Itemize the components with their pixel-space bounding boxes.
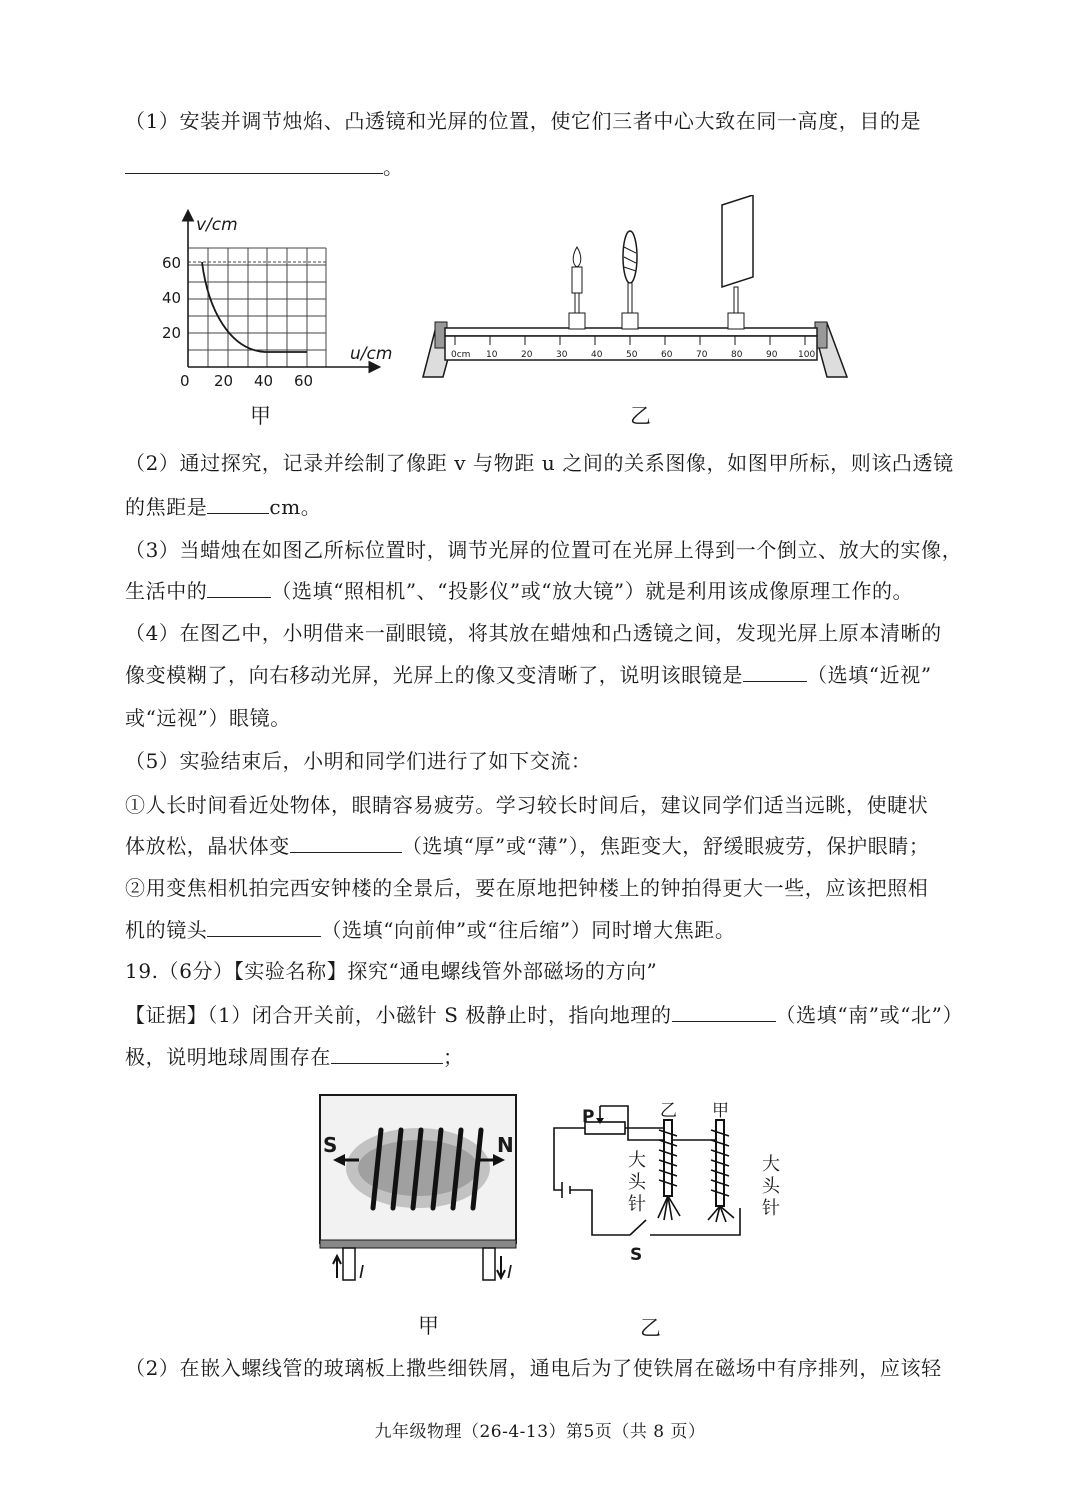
q19-evidence-text-d: ；	[443, 1045, 464, 1069]
pole-label-n: N	[497, 1133, 514, 1157]
answer-blank-2[interactable]	[207, 495, 269, 514]
q18-comment1-line-b	[125, 833, 930, 859]
pole-label-s: S	[323, 1133, 338, 1157]
figure-caption-yi-2: 乙	[640, 1316, 661, 1340]
magnet-label-jia: 甲	[712, 1101, 729, 1121]
y-tick-60: 60	[162, 254, 182, 272]
q18-comment1-line-a	[125, 792, 928, 818]
q18-part3-text-c: （选填“照相机”、“投影仪”或“放大镜”）就是利用该成像原理工作的。	[271, 579, 914, 603]
switch-label-s: S	[630, 1245, 643, 1265]
ruler-tick-100: 100	[798, 350, 816, 360]
v-u-curve	[202, 262, 307, 352]
answer-blank-7[interactable]	[672, 1003, 776, 1022]
candle	[569, 247, 585, 329]
ruler-tick-40: 40	[591, 350, 603, 360]
x-tick-20: 20	[214, 372, 234, 390]
q19-title-line	[125, 958, 657, 984]
q19-part2-line	[125, 1355, 942, 1381]
y-tick-20: 20	[162, 324, 182, 342]
electromagnet-circuit	[540, 1100, 800, 1275]
x-tick-40: 40	[254, 372, 274, 390]
q18-part3-line-b	[125, 578, 913, 604]
q18-part2-line-b	[125, 494, 321, 520]
pin-label-right-1: 大	[762, 1154, 780, 1175]
current-label-in: I	[359, 1262, 365, 1283]
q18-part4-line-c	[125, 705, 291, 731]
figure-caption-jia-2: 甲	[418, 1314, 439, 1338]
q18-part4-text-c: （选填“近视”	[807, 663, 932, 687]
x-axis-label: u/cm	[350, 344, 393, 364]
answer-blank-8[interactable]	[331, 1045, 443, 1064]
answer-blank-3[interactable]	[207, 579, 271, 598]
q18-part5-text: （5）实验结束后，小明和同学们进行了如下交流：	[125, 749, 592, 773]
q18-part2-line-a	[125, 450, 954, 476]
answer-blank-4[interactable]	[743, 663, 807, 682]
q19-evidence-line-b	[125, 1044, 464, 1070]
q18-part4-text-b: 像变模糊了，向右移动光屏，光屏上的像又变清晰了，说明该眼镜是	[125, 663, 743, 687]
q18-part4-line-b	[125, 662, 932, 688]
ruler-tick-0: 0cm	[451, 350, 471, 360]
pin-label-left-2: 头	[628, 1172, 646, 1193]
q19-title: 19.（6分）【实验名称】探究“通电螺线管外部磁场的方向”	[125, 959, 658, 983]
ruler-tick-20: 20	[521, 350, 533, 360]
y-axis-label: v/cm	[196, 215, 238, 235]
q18-part3-text-a: （3）当蜡烛在如图乙所标位置时，调节光屏的位置可在光屏上得到一个倒立、放大的实像，	[125, 538, 963, 562]
magnet-label-yi: 乙	[660, 1101, 677, 1121]
solenoid-board	[315, 1090, 525, 1290]
answer-blank-1[interactable]	[125, 155, 383, 174]
convex-lens	[622, 231, 638, 329]
q18-comment1-text-b: 体放松，晶状体变	[125, 834, 290, 858]
q18-comment1-text-c: （选填“厚”或“薄”），焦距变大，舒缓眼疲劳，保护眼睛；	[401, 834, 930, 858]
current-label-out: I	[507, 1262, 513, 1283]
q18-part1-text: （1）安装并调节烛焰、凸透镜和光屏的位置，使它们三者中心大致在同一高度，目的是	[125, 109, 922, 133]
q18-comment1-text-a: ①人长时间看近处物体，眼睛容易疲劳。学习较长时间后，建议同学们适当远眺，使睫状	[125, 793, 929, 817]
figure-caption-yi-1: 乙	[630, 404, 651, 428]
q18-part3-text-b: 生活中的	[125, 579, 208, 603]
q18-comment2-text-b: 机的镜头	[125, 918, 208, 942]
rheostat-label-p: P	[582, 1107, 595, 1127]
q19-evidence-line-a	[125, 1002, 963, 1028]
light-screen	[722, 195, 753, 329]
q18-part4-text-a: （4）在图乙中，小明借来一副眼镜，将其放在蜡烛和凸透镜之间，发现光屏上原本清晰的	[125, 621, 942, 645]
q18-comment2-line-b	[125, 917, 736, 943]
pin-label-right-3: 针	[762, 1198, 780, 1219]
ruler-tick-90: 90	[766, 350, 778, 360]
ruler-tick-60: 60	[661, 350, 673, 360]
q19-evidence-text-c: 极，说明地球周围存在	[125, 1045, 331, 1069]
ruler-tick-30: 30	[556, 350, 568, 360]
q18-comment2-line-a	[125, 875, 928, 901]
answer-blank-5[interactable]	[290, 834, 402, 853]
q18-comment2-text-c: （选填“向前伸”或“往后缩”）同时增大焦距。	[321, 918, 736, 942]
q18-part4-text-d: 或“远视”）眼镜。	[125, 706, 291, 730]
pin-label-left-3: 针	[628, 1194, 646, 1215]
q18-part4-line-a	[125, 620, 942, 646]
ruler-tick-70: 70	[696, 350, 708, 360]
q18-part1-line	[125, 108, 921, 134]
q18-part5-line	[125, 748, 592, 774]
pin-label-left-1: 大	[628, 1150, 646, 1171]
q19-evidence-text-b: （选填“南”或“北”）	[775, 1003, 964, 1027]
ruler-tick-50: 50	[626, 350, 638, 360]
graph-v-u	[150, 200, 400, 395]
x-tick-0: 0	[180, 372, 190, 390]
page-footer: 九年级物理（26-4-13）第5页（共 8 页）	[374, 1422, 706, 1442]
optical-bench	[415, 195, 860, 390]
q18-part2-unit: cm。	[269, 495, 322, 519]
pin-label-right-2: 头	[762, 1176, 780, 1197]
q18-part2-text-b: 的焦距是	[125, 495, 208, 519]
x-tick-60: 60	[294, 372, 314, 390]
q18-part1-answer-line	[125, 154, 404, 180]
ruler-tick-10: 10	[486, 350, 498, 360]
y-tick-40: 40	[162, 289, 182, 307]
q18-part1-end: 。	[383, 155, 404, 179]
q19-part2-text: （2）在嵌入螺线管的玻璃板上撒些细铁屑，通电后为了使铁屑在磁场中有序排列，应该轻	[125, 1356, 942, 1380]
q19-evidence-text-a: 【证据】（1）闭合开关前，小磁针 S 极静止时，指向地理的	[125, 1003, 672, 1027]
q18-part2-text-a: （2）通过探究，记录并绘制了像距 v 与物距 u 之间的关系图像，如图甲所标，则该凸透镜	[125, 451, 954, 475]
q18-part3-line-a	[125, 537, 962, 563]
q18-comment2-text-a: ②用变焦相机拍完西安钟楼的全景后，要在原地把钟楼上的钟拍得更大一些，应该把照相	[125, 876, 929, 900]
answer-blank-6[interactable]	[207, 918, 321, 937]
ruler-tick-80: 80	[731, 350, 743, 360]
figure-caption-jia-1: 甲	[250, 404, 271, 428]
